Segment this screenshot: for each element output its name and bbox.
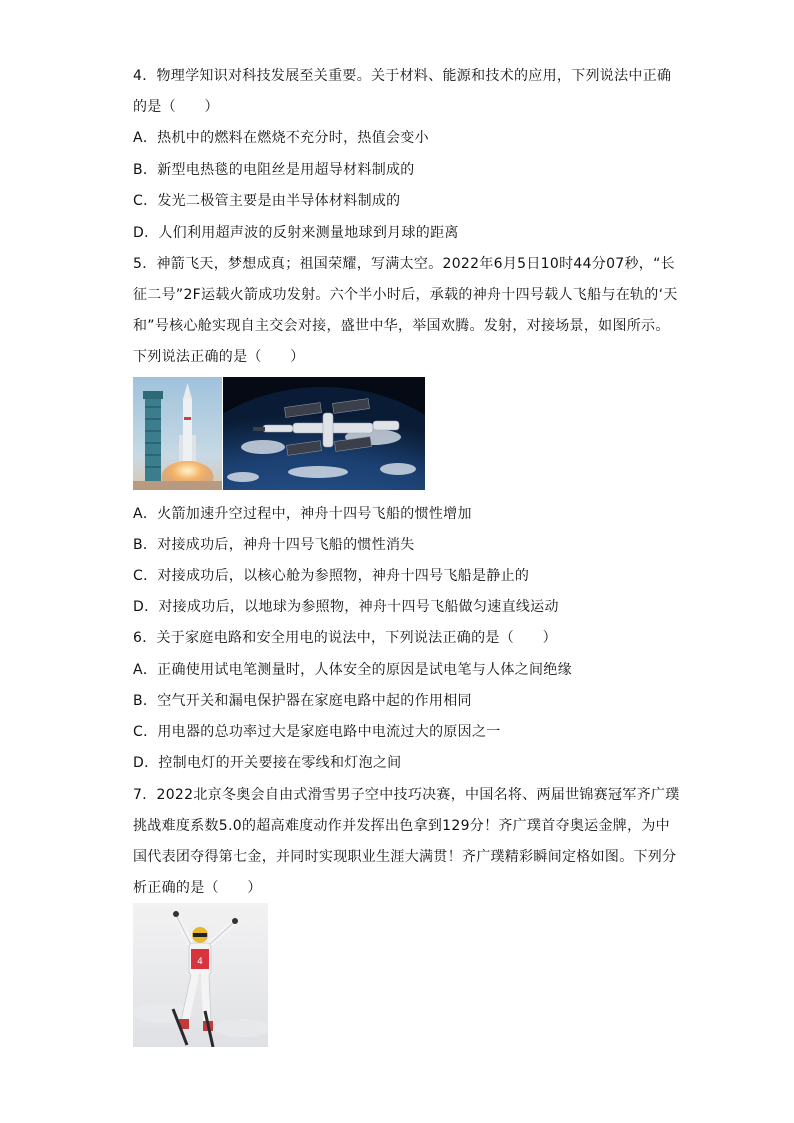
q6-option-a: A．正确使用试电笔测量时，人体安全的原因是试电笔与人体之间绝缘 [133,662,572,678]
q7-stem-line-2: 挑战难度系数5.0的超高难度动作并发挥出色拿到129分！齐广璞首夺奥运金牌，为中 [133,818,670,834]
q5-stem-line-3: 和”号核心舱实现自主交会对接，盛世中华，举国欢腾。发射，对接场景，如图所示。 [133,318,670,334]
rocket-launch-image [133,377,222,490]
skier-bib-number: 4 [197,957,203,967]
q5-stem-line-2: 征二号”2F运载火箭成功发射。六个半小时后，承载的神舟十四号载人飞船与在轨的‘天 [133,287,678,303]
q4-option-c: C．发光二极管主要是由半导体材料制成的 [133,193,401,209]
q7-stem-line-1: 7．2022北京冬奥会自由式滑雪男子空中技巧决赛，中国名将、两届世锦赛冠军齐广璞 [133,787,680,803]
q4-option-b: B．新型电热毯的电阻丝是用超导材料制成的 [133,162,415,178]
q6-option-c: C．用电器的总功率过大是家庭电路中电流过大的原因之一 [133,724,501,740]
q6-stem: 6．关于家庭电路和安全用电的说法中，下列说法正确的是（ ） [133,630,557,646]
q5-stem-line-1: 5．神箭飞天，梦想成真；祖国荣耀，写满太空。2022年6月5日10时44分07秒，“长 [133,256,675,272]
q5-stem-line-4: 下列说法正确的是（ ） [133,349,305,365]
q6-option-d: D．控制电灯的开关要接在零线和灯泡之间 [133,755,402,771]
q4-option-a: A．热机中的燃料在燃烧不充分时，热值会变小 [133,130,429,146]
q5-option-b: B．对接成功后，神舟十四号飞船的惯性消失 [133,537,415,553]
q5-option-a: A．火箭加速升空过程中，神舟十四号飞船的惯性增加 [133,506,472,522]
q6-option-b: B．空气开关和漏电保护器在家庭电路中起的作用相同 [133,693,472,709]
q7-stem-line-4: 析正确的是（ ） [133,880,262,896]
q4-stem-line-1: 4．物理学知识对科技发展至关重要。关于材料、能源和技术的应用，下列说法中正确 [133,68,672,84]
q5-option-c: C．对接成功后，以核心舱为参照物，神舟十四号飞船是静止的 [133,568,530,584]
space-station-image [223,377,425,490]
q7-stem-line-3: 国代表团夺得第七金，并同时实现职业生涯大满贯！齐广璞精彩瞬间定格如图。下列分 [133,849,677,865]
q4-option-d: D．人们利用超声波的反射来测量地球到月球的距离 [133,225,459,241]
skier-image [133,903,268,1047]
q5-option-d: D．对接成功后，以地球为参照物，神舟十四号飞船做匀速直线运动 [133,599,559,615]
q4-stem-line-2: 的是（ ） [133,99,219,115]
